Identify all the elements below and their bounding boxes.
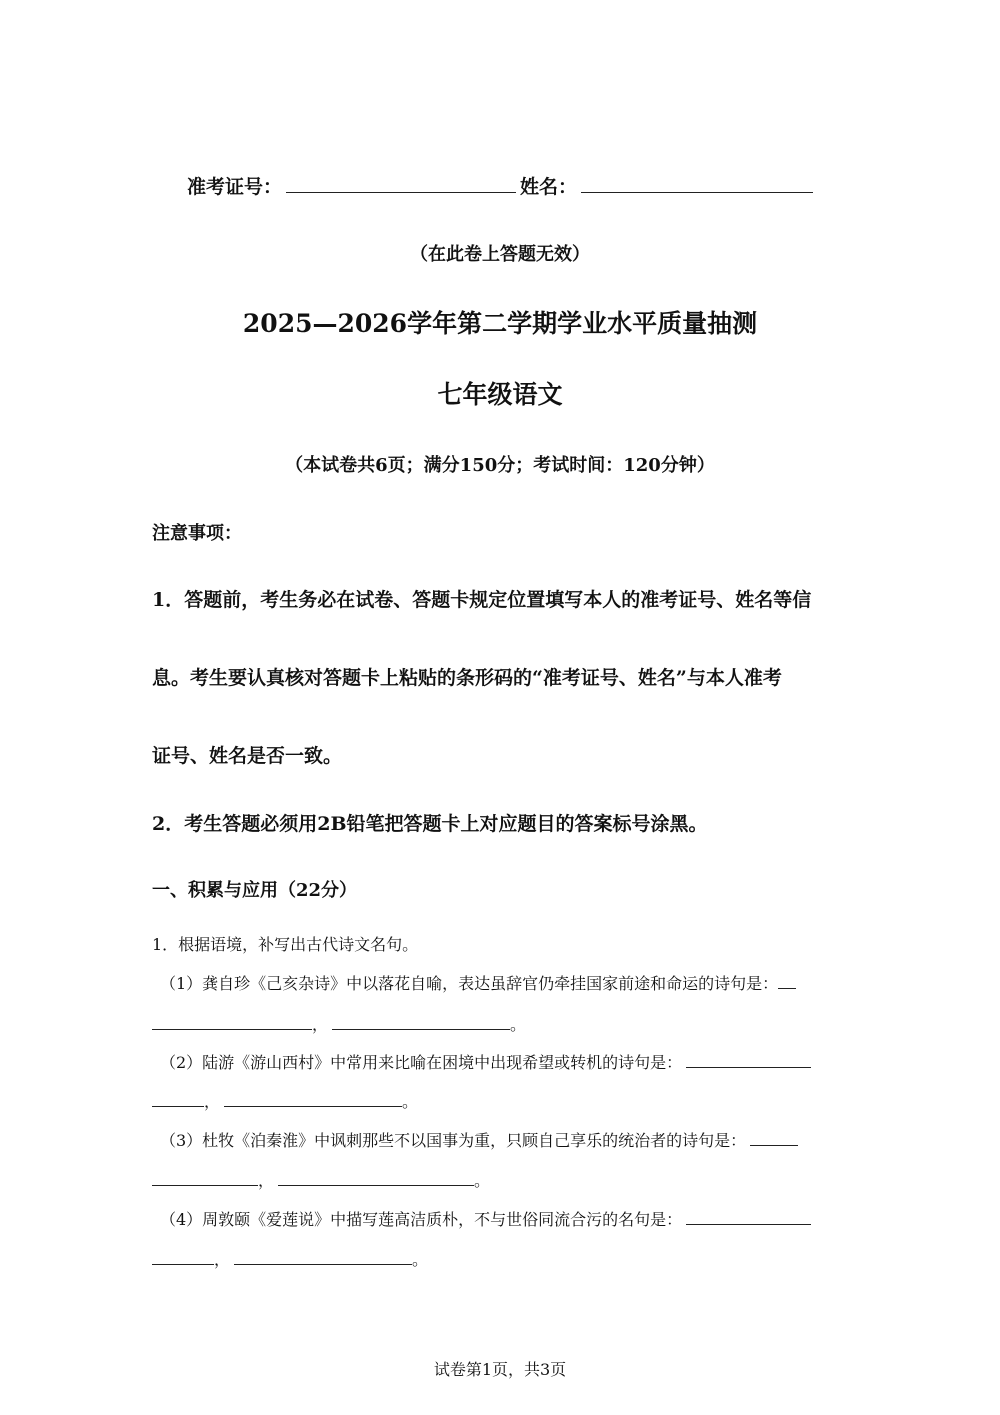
- answer-blank: [152, 1105, 204, 1107]
- subquestion-4-answer-line: [152, 1247, 428, 1270]
- answer-blank: [152, 1263, 214, 1265]
- notice-item-1-line-2: 息。考生要认真核对答题卡上粘贴的条形码的“准考证号、姓名”与本人准考: [152, 667, 782, 689]
- comma: ，: [258, 1171, 275, 1190]
- subquestion-2-answer-line: [152, 1089, 418, 1112]
- answer-blank: [686, 1223, 811, 1225]
- exam-id-label: 准考证号：: [187, 176, 283, 198]
- exam-id-name-row: [187, 172, 817, 199]
- subquestion-3-text: （3）杜牧《泊秦淮》中讽刺那些不以国事为重，只顾自己享乐的统治者的诗句是：: [160, 1131, 747, 1150]
- subquestion-3: [160, 1128, 798, 1151]
- answer-blank: [224, 1105, 402, 1107]
- answer-blank: [778, 987, 796, 989]
- notice-title: 注意事项：: [152, 523, 242, 544]
- exam-info: （本试卷共6页；满分150分；考试时间：120分钟）: [285, 455, 715, 476]
- subquestion-1-answer-line: [152, 1012, 526, 1035]
- notice-item-1-line-3: 证号、姓名是否一致。: [152, 745, 343, 767]
- invalid-note: （在此卷上答题无效）: [410, 244, 590, 265]
- exam-id-blank: [286, 191, 516, 193]
- comma: ，: [204, 1092, 221, 1111]
- notice-item-1-line-1: 1．答题前，考生务必在试卷、答题卡规定位置填写本人的准考证号、姓名等信: [152, 589, 812, 611]
- period: 。: [510, 1015, 527, 1034]
- notice-item-2: 2．考生答题必须用2B铅笔把答题卡上对应题目的答案标号涂黑。: [152, 813, 708, 835]
- section-1-title: 一、积累与应用（22分）: [152, 880, 358, 901]
- question-1: 1．根据语境，补写出古代诗文名句。: [152, 935, 419, 954]
- answer-blank: [332, 1028, 510, 1030]
- subquestion-4-text: （4）周敦颐《爱莲说》中描写莲高洁质朴，不与世俗同流合污的名句是：: [160, 1210, 683, 1229]
- name-blank: [581, 191, 813, 193]
- subquestion-1-text: （1）龚自珍《己亥杂诗》中以落花自喻，表达虽辞官仍牵挂国家前途和命运的诗句是：: [160, 974, 779, 993]
- answer-blank: [750, 1144, 798, 1146]
- answer-blank: [234, 1263, 412, 1265]
- subquestion-1: [160, 971, 796, 994]
- answer-blank: [686, 1066, 811, 1068]
- period: 。: [402, 1092, 419, 1111]
- answer-blank: [278, 1184, 474, 1186]
- answer-blank: [152, 1028, 312, 1030]
- subject-title: 七年级语文: [437, 380, 563, 409]
- subquestion-4: [160, 1207, 811, 1230]
- subquestion-2: [160, 1050, 811, 1073]
- subquestion-2-text: （2）陆游《游山西村》中常用来比喻在困境中出现希望或转机的诗句是：: [160, 1053, 683, 1072]
- page-footer: 试卷第1页，共3页: [433, 1360, 567, 1379]
- period: 。: [412, 1250, 429, 1269]
- main-title: 2025—2026学年第二学期学业水平质量抽测: [242, 309, 758, 338]
- comma: ，: [214, 1250, 231, 1269]
- period: 。: [474, 1171, 491, 1190]
- answer-blank: [152, 1184, 258, 1186]
- comma: ，: [312, 1015, 329, 1034]
- name-label: 姓名：: [520, 176, 578, 198]
- subquestion-3-answer-line: [152, 1168, 490, 1191]
